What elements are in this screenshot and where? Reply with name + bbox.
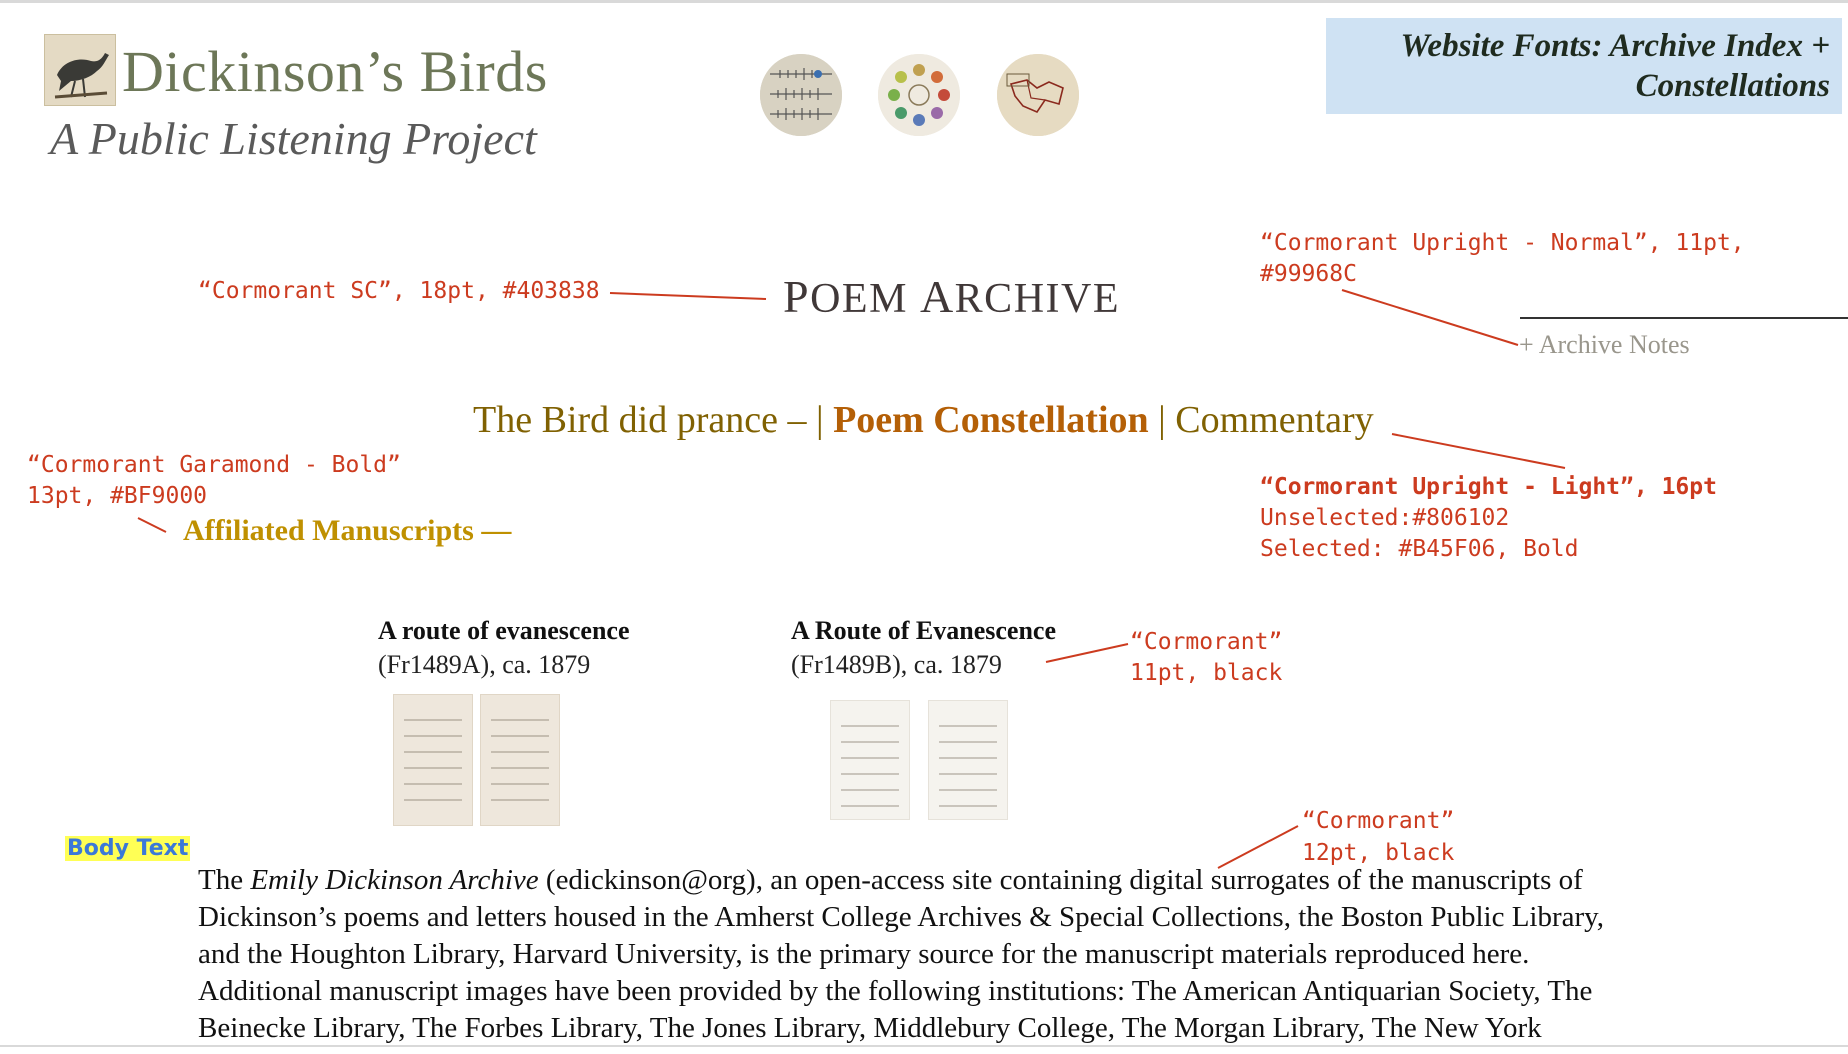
- annotation-cormorant-11-2: 11pt, black: [1130, 660, 1283, 686]
- manuscript-subtitle-a: (Fr1489A), ca. 1879: [378, 650, 591, 679]
- poem-tabs: [473, 398, 1374, 442]
- page-label-box: [1326, 18, 1842, 114]
- spectrogram-icon[interactable]: [760, 54, 842, 136]
- manuscript-thumbnail[interactable]: [480, 694, 560, 826]
- body-text-label: Body Text: [67, 836, 189, 861]
- annotation-cormorant-12-1: “Cormorant”: [1302, 808, 1455, 834]
- tab-poem-constellation[interactable]: Poem Constellation: [833, 399, 1149, 441]
- tab-separator: |: [815, 399, 824, 441]
- tab-commentary[interactable]: Commentary: [1175, 399, 1374, 441]
- affiliated-manuscripts-heading: Affiliated Manuscripts —: [183, 514, 512, 547]
- map-icon[interactable]: [997, 54, 1079, 136]
- site-subtitle: A Public Listening Project: [50, 113, 537, 164]
- site-title[interactable]: Dickinson’s Birds: [122, 39, 548, 104]
- annotation-light-2: Unselected:#806102: [1260, 505, 1510, 531]
- annotation-cormorant-sc: “Cormorant SC”, 18pt, #403838: [198, 278, 600, 304]
- annotation-light-1-text: “Cormorant Upright - Light”, 16pt: [1260, 474, 1717, 500]
- annotation-upright-normal-1: “Cormorant Upright - Normal”, 11pt,: [1260, 230, 1745, 256]
- manuscript-thumbnail[interactable]: [393, 694, 473, 826]
- manuscript-thumbnail[interactable]: [830, 700, 910, 820]
- manuscript-thumbnail[interactable]: [928, 700, 1008, 820]
- archive-title-part-2: RCHIVE: [954, 276, 1121, 322]
- annotation-cormorant-12-2: 12pt, black: [1302, 840, 1455, 866]
- page-label: Website Fonts: Archive Index + Constellations: [1400, 28, 1830, 104]
- archive-title-initial: P: [783, 271, 811, 322]
- archive-title-part: OEM: [810, 276, 920, 322]
- annotation-light-1: [1260, 472, 1717, 503]
- manuscript-subtitle-b: (Fr1489B), ca. 1879: [791, 650, 1002, 679]
- tab-poem[interactable]: The Bird did prance –: [473, 399, 816, 441]
- body-text: (edickinson@org), an open-access site containing digital surrogates of the manuscripts of Dickinson’s poems and letters housed in the Amherst College Archives & Special Collections, the Boston Public Library, and the Houghton Library, Harvard University, is the primary source for the manuscript materials reproduced here. Additional manuscript images have been provided by the following institutions: The American Antiquarian Society, The Beinecke Library, The Forbes Library, The Jones Library, Middlebury College, The Morgan Library, The New York: [198, 864, 1605, 1044]
- body-paragraph: [198, 862, 1638, 1047]
- manuscript-title-a[interactable]: A route of evanescence: [378, 616, 630, 645]
- body-italic: Emily Dickinson Archive: [250, 864, 539, 896]
- poem-archive-heading: [783, 270, 1120, 323]
- archive-notes-link[interactable]: + Archive Notes: [1519, 330, 1690, 359]
- body-intro: The: [198, 864, 251, 896]
- annotation-garamond-1: “Cormorant Garamond - Bold”: [27, 452, 401, 478]
- annotation-light-3: Selected: #B45F06, Bold: [1260, 536, 1579, 562]
- color-wheel-icon[interactable]: [878, 54, 960, 136]
- archive-notes-divider: [1520, 317, 1848, 319]
- bird-logo-icon[interactable]: [44, 34, 116, 106]
- tab-separator-2: |: [1158, 399, 1166, 441]
- archive-title-initial-2: A: [919, 271, 955, 322]
- manuscript-title-b[interactable]: A Route of Evanescence: [791, 616, 1057, 645]
- top-divider: [0, 0, 1848, 3]
- annotation-garamond-2: 13pt, #BF9000: [27, 483, 208, 509]
- annotation-cormorant-11-1: “Cormorant”: [1130, 629, 1283, 655]
- bottom-divider: [0, 1045, 1848, 1047]
- annotation-upright-normal-2: #99968C: [1260, 261, 1357, 287]
